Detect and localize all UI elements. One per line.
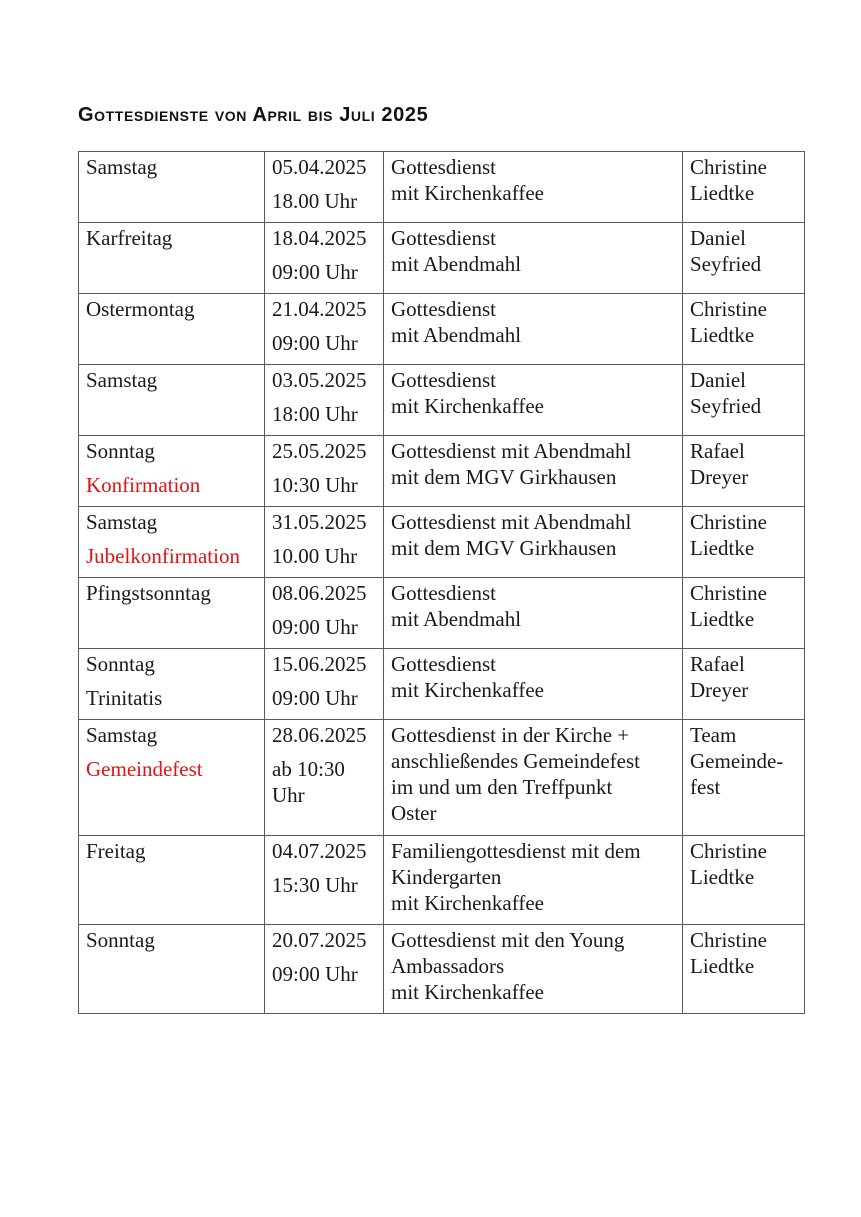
service-description-line: Gottesdienst [391, 368, 496, 392]
table-row [79, 925, 805, 1014]
table-row [79, 152, 805, 223]
table-row [79, 649, 805, 720]
service-cell [384, 925, 683, 1014]
leader-cell [683, 507, 805, 578]
leader-cell [683, 436, 805, 507]
occasion-label: Gemeindefest [86, 757, 203, 781]
leader-name-line: Gemeinde- [690, 749, 784, 773]
leader-name-line: Christine [690, 928, 767, 952]
service-description-line: mit Abendmahl [391, 607, 522, 631]
leader-name-line: Team [690, 723, 737, 747]
leader-name-line: Liedtke [690, 323, 755, 347]
date-value: 25.05.2025 [272, 439, 367, 463]
table-row [79, 294, 805, 365]
service-description-line: Gottesdienst [391, 297, 496, 321]
service-cell [384, 507, 683, 578]
date-cell [265, 365, 384, 436]
leader-name-line: Daniel [690, 368, 746, 392]
day-cell [79, 836, 265, 925]
document-title: Gottesdienste von April bis Juli 2025 [78, 104, 429, 126]
weekday-label: Freitag [86, 839, 146, 863]
date-value: 28.06.2025 [272, 723, 367, 747]
service-description-line: mit dem MGV Girkhausen [391, 536, 617, 560]
day-cell [79, 578, 265, 649]
time-value: 10.00 Uhr [272, 544, 358, 568]
weekday-label: Sonntag [86, 652, 155, 676]
service-description-line: Gottesdienst in der Kirche + [391, 723, 630, 747]
service-cell [384, 649, 683, 720]
leader-name-line: Liedtke [690, 536, 755, 560]
time-value: 09:00 Uhr [272, 615, 358, 639]
occasion-label: Jubelkonfirmation [86, 544, 240, 568]
date-cell [265, 507, 384, 578]
date-cell [265, 223, 384, 294]
time-value: 18.00 Uhr [272, 189, 358, 213]
date-value: 21.04.2025 [272, 297, 367, 321]
date-value: 08.06.2025 [272, 581, 367, 605]
service-cell [384, 720, 683, 836]
service-description-line: Gottesdienst [391, 652, 496, 676]
service-cell [384, 436, 683, 507]
date-cell [265, 925, 384, 1014]
service-description-line: Gottesdienst [391, 155, 496, 179]
service-description-line: mit Kirchenkaffee [391, 891, 544, 915]
service-cell [384, 223, 683, 294]
leader-name-line: Liedtke [690, 954, 755, 978]
service-cell [384, 365, 683, 436]
service-cell [384, 152, 683, 223]
service-description-line: mit Kirchenkaffee [391, 181, 544, 205]
date-cell [265, 294, 384, 365]
service-description-line: Gottesdienst mit Abendmahl [391, 439, 632, 463]
weekday-label: Samstag [86, 723, 158, 747]
service-description-line: Gottesdienst mit Abendmahl [391, 510, 632, 534]
day-cell [79, 294, 265, 365]
service-cell [384, 836, 683, 925]
leader-name-line: Liedtke [690, 865, 755, 889]
table-row [79, 578, 805, 649]
date-cell [265, 436, 384, 507]
leader-cell [683, 578, 805, 649]
service-description-line: Gottesdienst mit den Young [391, 928, 625, 952]
time-value: 09:00 Uhr [272, 686, 358, 710]
date-cell [265, 578, 384, 649]
weekday-label: Samstag [86, 155, 158, 179]
service-description-line: Familiengottesdienst mit dem [391, 839, 641, 863]
leader-name-line: Christine [690, 510, 767, 534]
leader-cell [683, 925, 805, 1014]
table-row [79, 507, 805, 578]
weekday-label: Ostermontag [86, 297, 195, 321]
date-cell [265, 836, 384, 925]
day-cell [79, 720, 265, 836]
weekday-label: Pfingstsonntag [86, 581, 211, 605]
time-value: 09:00 Uhr [272, 331, 358, 355]
service-description-line: Gottesdienst [391, 226, 496, 250]
leader-name-line: Liedtke [690, 181, 755, 205]
day-cell [79, 507, 265, 578]
day-cell [79, 925, 265, 1014]
service-description-line: im und um den Treffpunkt [391, 775, 613, 799]
service-description-line: mit Kirchenkaffee [391, 678, 544, 702]
day-cell [79, 436, 265, 507]
service-cell [384, 294, 683, 365]
service-description-line: Oster [391, 801, 437, 825]
leader-name-line: Rafael [690, 652, 745, 676]
day-cell [79, 365, 265, 436]
weekday-label: Karfreitag [86, 226, 173, 250]
leader-name-line: fest [690, 775, 721, 799]
date-value: 03.05.2025 [272, 368, 367, 392]
date-cell [265, 152, 384, 223]
leader-name-line: Christine [690, 581, 767, 605]
date-cell [265, 649, 384, 720]
leader-cell [683, 836, 805, 925]
table-row [79, 365, 805, 436]
leader-cell [683, 365, 805, 436]
leader-name-line: Rafael [690, 439, 745, 463]
occasion-label: Konfirmation [86, 473, 201, 497]
service-description-line: anschließendes Gemeindefest [391, 749, 640, 773]
leader-name-line: Christine [690, 155, 767, 179]
time-value: 10:30 Uhr [272, 473, 358, 497]
feast-label: Trinitatis [86, 686, 163, 710]
table-row [79, 436, 805, 507]
service-description-line: mit Kirchenkaffee [391, 980, 544, 1004]
table-row [79, 720, 805, 836]
time-value: 09:00 Uhr [272, 962, 358, 986]
date-value: 31.05.2025 [272, 510, 367, 534]
date-value: 15.06.2025 [272, 652, 367, 676]
leader-cell [683, 294, 805, 365]
date-value: 04.07.2025 [272, 839, 367, 863]
leader-cell [683, 223, 805, 294]
leader-name-line: Seyfried [690, 252, 762, 276]
day-cell [79, 152, 265, 223]
leader-name-line: Christine [690, 839, 767, 863]
leader-name-line: Dreyer [690, 678, 749, 702]
date-value: 05.04.2025 [272, 155, 367, 179]
time-value: 18:00 Uhr [272, 402, 358, 426]
service-description-line: mit Abendmahl [391, 252, 522, 276]
table-row [79, 223, 805, 294]
weekday-label: Sonntag [86, 928, 155, 952]
leader-cell [683, 720, 805, 836]
leader-name-line: Seyfried [690, 394, 762, 418]
leader-cell [683, 649, 805, 720]
time-value: ab 10:30 Uhr [272, 757, 345, 807]
leader-cell [683, 152, 805, 223]
leader-name-line: Christine [690, 297, 767, 321]
date-value: 18.04.2025 [272, 226, 367, 250]
service-cell [384, 578, 683, 649]
service-description-line: mit Abendmahl [391, 323, 522, 347]
date-value: 20.07.2025 [272, 928, 367, 952]
date-cell [265, 720, 384, 836]
service-description-line: mit Kirchenkaffee [391, 394, 544, 418]
table-row [79, 836, 805, 925]
weekday-label: Sonntag [86, 439, 155, 463]
service-description-line: Gottesdienst [391, 581, 496, 605]
service-description-line: Ambassadors [391, 954, 505, 978]
weekday-label: Samstag [86, 368, 158, 392]
leader-name-line: Liedtke [690, 607, 755, 631]
time-value: 15:30 Uhr [272, 873, 358, 897]
day-cell [79, 649, 265, 720]
service-description-line: Kindergarten [391, 865, 502, 889]
service-schedule-table [78, 151, 805, 1014]
time-value: 09:00 Uhr [272, 260, 358, 284]
weekday-label: Samstag [86, 510, 158, 534]
leader-name-line: Dreyer [690, 465, 749, 489]
leader-name-line: Daniel [690, 226, 746, 250]
day-cell [79, 223, 265, 294]
service-description-line: mit dem MGV Girkhausen [391, 465, 617, 489]
